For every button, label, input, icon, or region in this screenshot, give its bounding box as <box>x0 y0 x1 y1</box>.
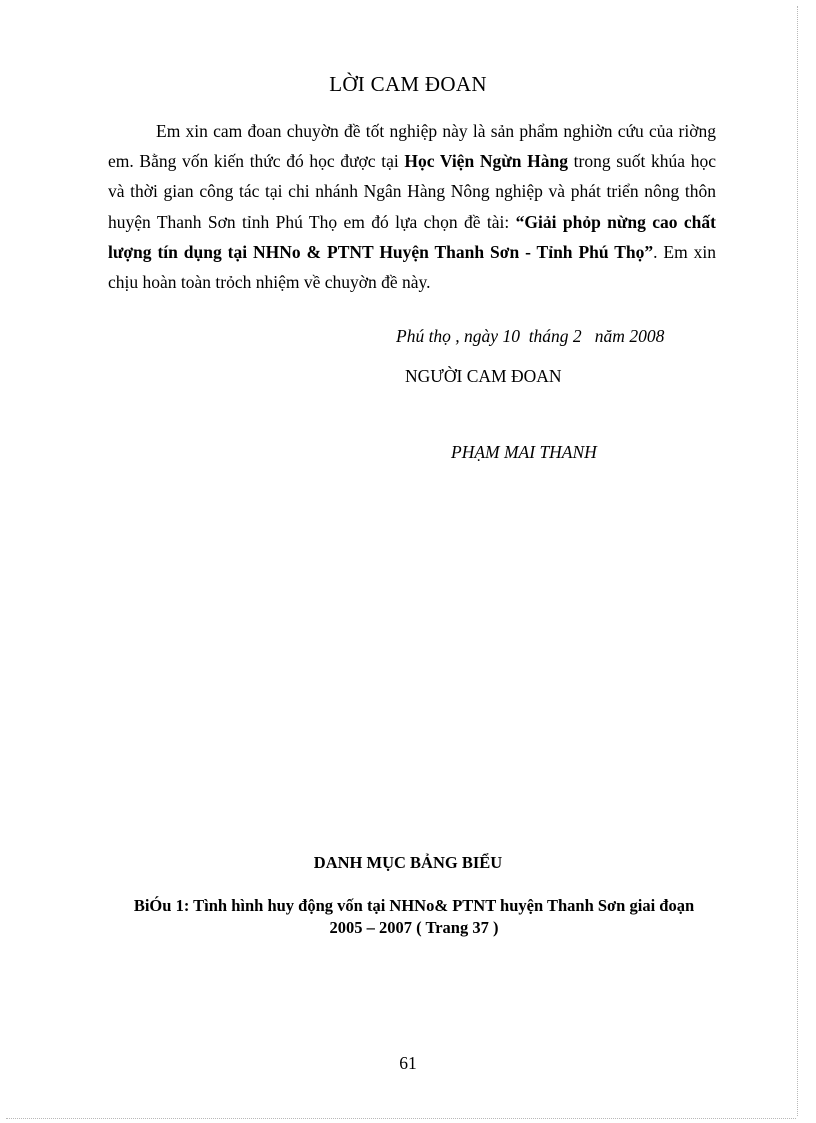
page-border-bottom <box>6 1118 796 1119</box>
paragraph-text-2: trong suốt khúa học và thời gian công tác tại chi nhánh Ngân Hàng Nông nghiệp và phát triển nông thôn huyện Thanh Sơn tỉnh Phú Thọ em đó lựa chọn đề tài: <box>108 151 716 232</box>
paragraph-text-3: . Em xin chịu hoàn toàn trỏch nhiệm về chuyờn đề này. <box>108 241 716 293</box>
table-list-item: BiÓu 1: Tình hình huy động vốn tại NHNo& PTNT huyện Thanh Sơn giai đoạn 2005 – 2007 ( Trang 37 ) <box>133 896 695 937</box>
paragraph-text-1: Em xin cam đoan chuyờn đề tốt nghiệp này là sản phẩm nghiờn cứu của riờng em. Bằng vốn kiến thức đó học được tại <box>108 121 716 172</box>
page-border-right <box>797 6 798 1116</box>
page-number: 61 <box>399 1053 417 1073</box>
declaration-paragraph <box>108 116 716 297</box>
declaration-body <box>108 116 716 297</box>
place-date: Phú thọ , ngày 10 tháng 2 năm 2008 <box>396 326 665 346</box>
signer-name: PHẠM MAI THANH <box>451 442 597 462</box>
table-list-heading: DANH MỤC BẢNG BIỂU <box>313 853 503 872</box>
academy-name: Học Viện Ngừn Hàng <box>404 151 568 172</box>
signer-title: NGƯỜI CAM ĐOAN <box>405 366 562 386</box>
page-title: LỜI CAM ĐOAN <box>329 72 487 96</box>
thesis-topic: “Giải phỏp nừng cao chất lượng tín dụng tại NHNo & PTNT Huyện Thanh Sơn - Tỉnh Phú Thọ” <box>108 211 716 262</box>
